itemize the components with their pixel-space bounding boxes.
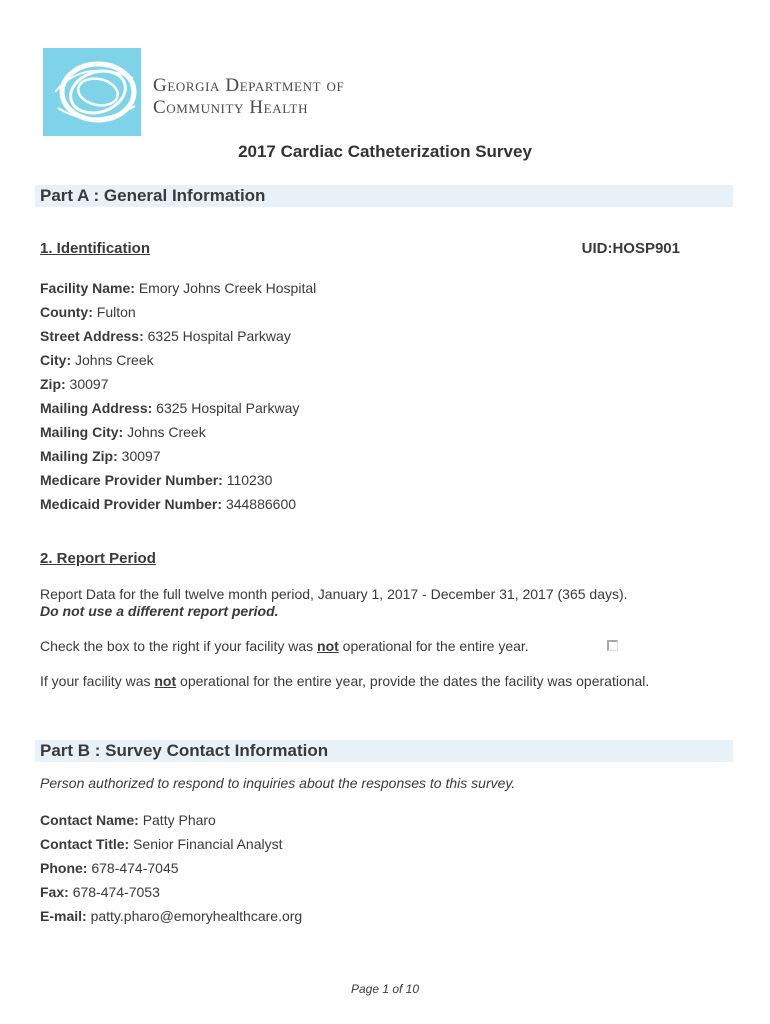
field-contact-title: Contact Title: Senior Financial Analyst [40, 836, 283, 852]
contact-note: Person authorized to respond to inquiries about the responses to this survey. [40, 775, 516, 791]
field-fax: Fax: 678-474-7053 [40, 884, 160, 900]
report-period-warning: Do not use a different report period. [40, 603, 279, 619]
operational-dates-text: If your facility was not operational for the entire year, provide the dates the facility was operational. [40, 673, 650, 689]
field-city: City: Johns Creek [40, 352, 154, 368]
not-operational-check-text: Check the box to the right if your facility was not operational for the entire year. [40, 638, 529, 654]
report-period-text: Report Data for the full twelve month period, January 1, 2017 - December 31, 2017 (365 days). [40, 586, 628, 602]
report-period-heading: 2. Report Period [40, 550, 156, 567]
field-medicare-provider-number: Medicare Provider Number: 110230 [40, 472, 273, 488]
field-email: E-mail: patty.pharo@emoryhealthcare.org [40, 908, 303, 924]
identification-heading: 1. Identification [40, 240, 151, 257]
not-operational-checkbox[interactable] [607, 640, 618, 651]
field-zip: Zip: 30097 [40, 376, 109, 392]
field-contact-name: Contact Name: Patty Pharo [40, 812, 216, 828]
field-county: County: Fulton [40, 304, 136, 320]
uid-label: UID:HOSP901 [581, 240, 680, 257]
document-title: 2017 Cardiac Catheterization Survey [238, 142, 532, 161]
field-facility-name: Facility Name: Emory Johns Creek Hospital [40, 280, 317, 296]
field-phone: Phone: 678-474-7045 [40, 860, 179, 876]
field-street-address: Street Address: 6325 Hospital Parkway [40, 328, 291, 344]
field-mailing-zip: Mailing Zip: 30097 [40, 448, 161, 464]
page-number: Page 1 of 10 [350, 982, 420, 996]
field-mailing-city: Mailing City: Johns Creek [40, 424, 206, 440]
part-a-header: Part A : General Information [35, 185, 733, 207]
field-medicaid-provider-number: Medicaid Provider Number: 344886600 [40, 496, 297, 512]
field-mailing-address: Mailing Address: 6325 Hospital Parkway [40, 400, 300, 416]
identification-fields [40, 276, 316, 516]
org-name-line2: Community Health [153, 97, 309, 118]
dch-logo [43, 48, 141, 136]
organization-name [153, 75, 344, 119]
contact-fields [40, 808, 302, 928]
org-name-line1: Georgia Department of [153, 75, 345, 96]
part-b-header: Part B : Survey Contact Information [35, 740, 733, 762]
